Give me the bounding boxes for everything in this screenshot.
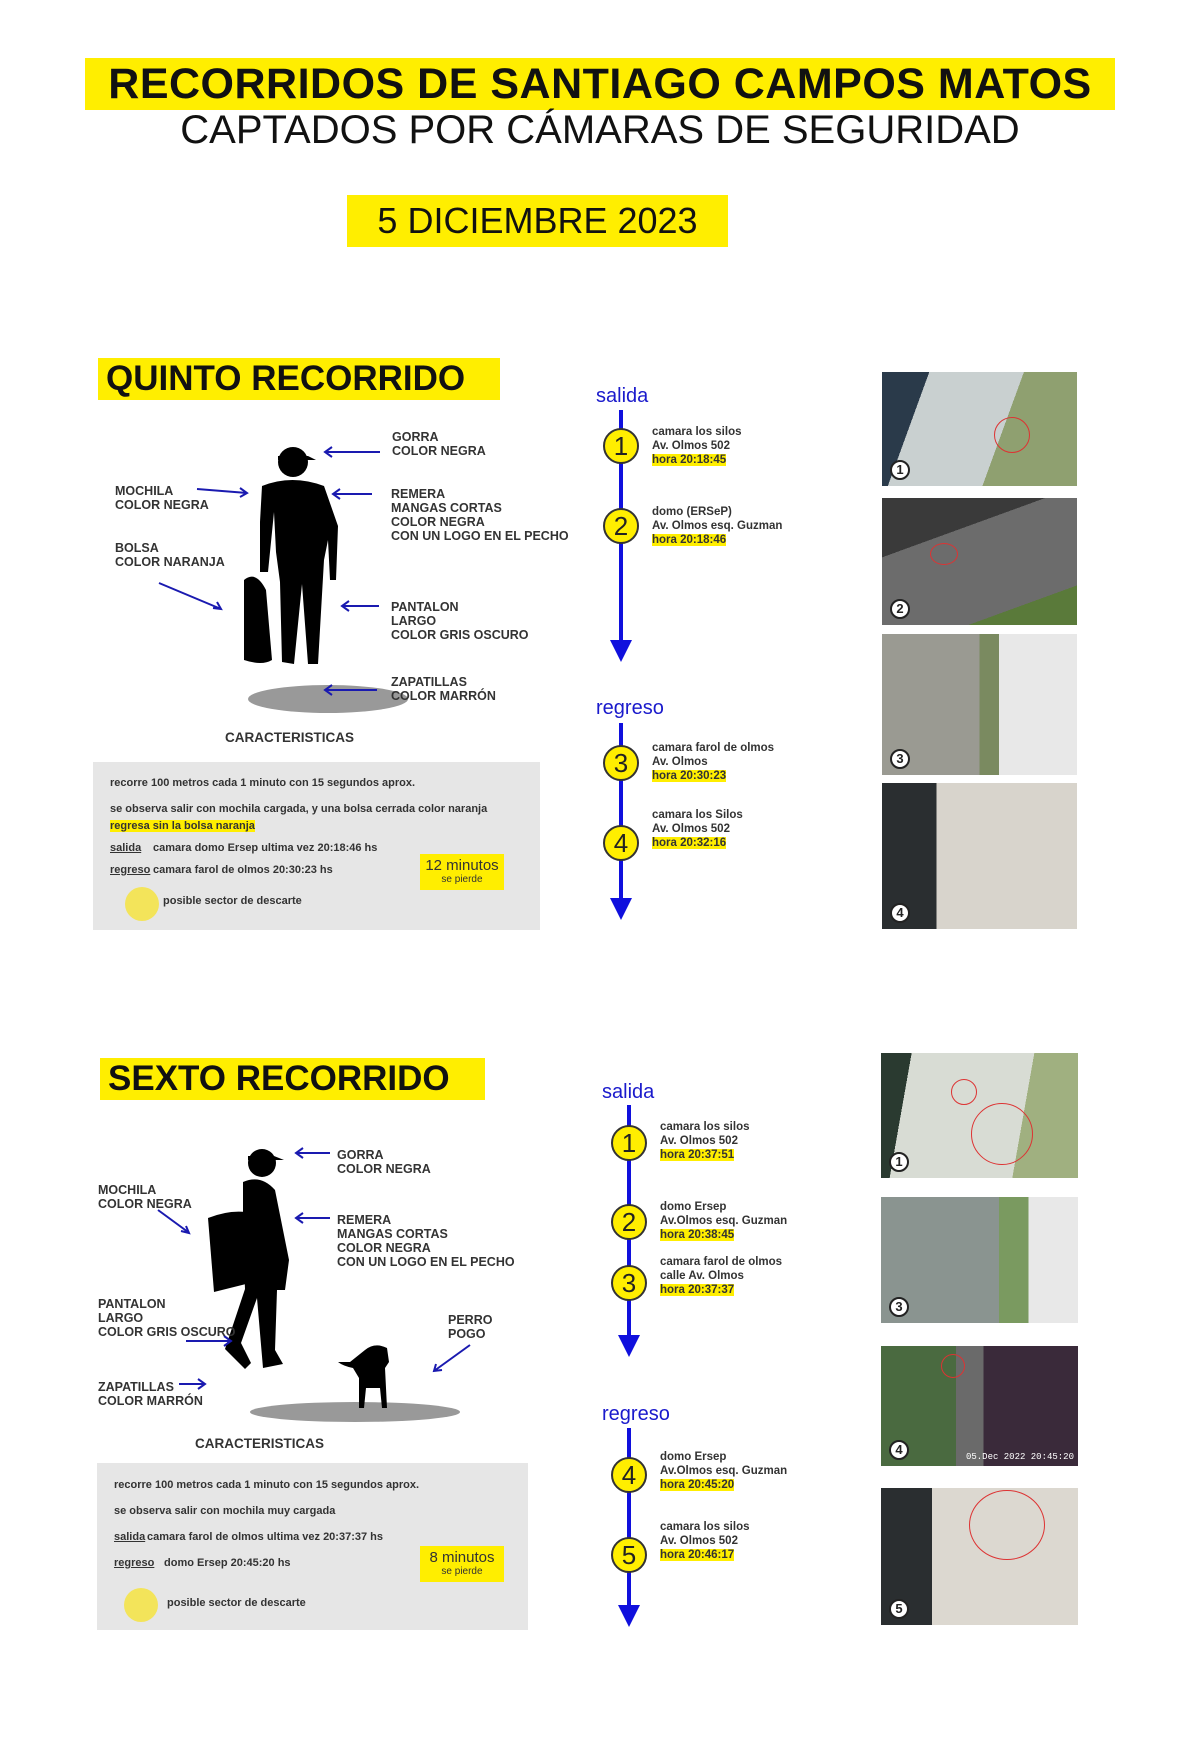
minutes-value: 8 minutos bbox=[429, 1549, 495, 1566]
sexto-heading: SEXTO RECORRIDO bbox=[100, 1058, 485, 1100]
timeline-stop: camara farol de olmos calle Av. Olmos hora 20:37:37 bbox=[660, 1256, 783, 1296]
sexto-info-box bbox=[97, 1463, 528, 1630]
main-title: RECORRIDOS DE SANTIAGO CAMPOS MATOS bbox=[85, 58, 1115, 110]
camera-photo bbox=[882, 634, 1077, 775]
stop-number: 4 bbox=[603, 825, 639, 861]
camera-photo bbox=[881, 1053, 1078, 1178]
timeline-regreso: regreso bbox=[596, 697, 664, 719]
camera-photo bbox=[882, 498, 1077, 625]
camera-photo bbox=[881, 1197, 1078, 1323]
timeline-regreso: regreso bbox=[602, 1403, 670, 1425]
minutes-sub: se pierde bbox=[441, 1566, 483, 1577]
quinto-heading: QUINTO RECORRIDO bbox=[98, 358, 500, 400]
stop-number: 2 bbox=[611, 1204, 647, 1240]
label-zapatillas: ZAPATILLAS COLOR MARRÓN bbox=[391, 675, 496, 703]
camera-photo bbox=[881, 1346, 1078, 1466]
arrow-down-icon bbox=[610, 898, 632, 920]
stop-number: 5 bbox=[611, 1537, 647, 1573]
stop-number: 1 bbox=[611, 1125, 647, 1161]
discard-sector-dot bbox=[124, 1588, 158, 1622]
label-remera: REMERA MANGAS CORTAS COLOR NEGRA CON UN LOGO EN EL PECHO bbox=[337, 1213, 515, 1269]
salida-text: camara farol de olmos ultima vez 20:37:37 hs bbox=[147, 1531, 383, 1543]
timeline-stop: camara farol de olmos Av. Olmos hora 20:30:23 bbox=[652, 742, 775, 782]
stop-number: 3 bbox=[603, 745, 639, 781]
timeline-stop: domo (ERSeP) Av. Olmos esq. Guzman hora 20:18:46 bbox=[652, 506, 783, 546]
stop-number: 4 bbox=[611, 1457, 647, 1493]
timeline-stop: domo Ersep Av.Olmos esq. Guzman hora 20:45:20 bbox=[660, 1451, 788, 1491]
timeline-stop: camara los silos Av. Olmos 502 hora 20:18:45 bbox=[652, 426, 742, 466]
timeline-salida: salida bbox=[596, 385, 649, 407]
arrow-down-icon bbox=[610, 640, 632, 662]
info-highlight: regresa sin la bolsa naranja bbox=[110, 820, 255, 832]
salida-text: camara domo Ersep ultima vez 20:18:46 hs bbox=[153, 842, 378, 854]
regreso-label: regreso bbox=[110, 864, 151, 876]
info-line: se observa salir con mochila cargada, y una bolsa cerrada color naranja bbox=[110, 803, 488, 815]
legend-text: posible sector de descarte bbox=[163, 895, 302, 907]
photo-number: 3 bbox=[890, 749, 910, 769]
photo-timestamp: 05.Dec 2022 20:45:20 bbox=[965, 1452, 1074, 1462]
camera-photo bbox=[881, 1488, 1078, 1625]
minutes-value: 12 minutos bbox=[425, 857, 499, 874]
legend-text: posible sector de descarte bbox=[167, 1597, 306, 1609]
stop-number: 2 bbox=[603, 508, 639, 544]
photo-number: 1 bbox=[890, 460, 910, 480]
photo-number: 4 bbox=[890, 903, 910, 923]
salida-label: salida bbox=[110, 842, 142, 854]
label-remera: REMERA MANGAS CORTAS COLOR NEGRA CON UN LOGO EN EL PECHO bbox=[391, 487, 569, 543]
discard-sector-dot bbox=[125, 887, 159, 921]
timeline-stop: domo Ersep Av.Olmos esq. Guzman hora 20:38:45 bbox=[660, 1201, 788, 1241]
camera-photo bbox=[882, 783, 1077, 929]
info-line: se observa salir con mochila muy cargada bbox=[114, 1505, 336, 1517]
label-zapatillas: ZAPATILLAS COLOR MARRÓN bbox=[98, 1380, 203, 1408]
quinto-info-box bbox=[93, 762, 540, 930]
label-perro: PERRO POGO bbox=[448, 1313, 493, 1341]
timeline-stop: camara los Silos Av. Olmos 502 hora 20:32:16 bbox=[652, 809, 743, 849]
label-pantalon: PANTALON LARGO COLOR GRIS OSCURO bbox=[391, 600, 529, 642]
subtitle: CAPTADOS POR CÁMARAS DE SEGURIDAD bbox=[180, 108, 1020, 152]
label-gorra: GORRA COLOR NEGRA bbox=[392, 430, 486, 458]
date-banner: 5 DICIEMBRE 2023 bbox=[347, 195, 728, 247]
label-gorra: GORRA COLOR NEGRA bbox=[337, 1148, 431, 1176]
label-pantalon: PANTALON LARGO COLOR GRIS OSCURO bbox=[98, 1297, 236, 1339]
label-mochila: MOCHILA COLOR NEGRA bbox=[98, 1183, 192, 1211]
timeline-line bbox=[627, 1428, 631, 1608]
photo-number: 1 bbox=[889, 1152, 909, 1172]
info-line: recorre 100 metros cada 1 minuto con 15 segundos aprox. bbox=[114, 1479, 420, 1491]
minutes-badge bbox=[420, 1546, 504, 1582]
photo-number: 4 bbox=[889, 1440, 909, 1460]
camera-photo bbox=[882, 372, 1077, 486]
info-line: recorre 100 metros cada 1 minuto con 15 segundos aprox. bbox=[110, 777, 416, 789]
minutes-sub: se pierde bbox=[441, 874, 483, 885]
arrow-down-icon bbox=[618, 1605, 640, 1627]
caracteristicas-label: CARACTERISTICAS bbox=[225, 730, 355, 745]
timeline-stop: camara los silos Av. Olmos 502 hora 20:37:51 bbox=[660, 1121, 750, 1161]
label-bolsa: BOLSA COLOR NARANJA bbox=[115, 541, 225, 569]
photo-number: 3 bbox=[889, 1297, 909, 1317]
arrow-down-icon bbox=[618, 1335, 640, 1357]
stop-number: 3 bbox=[611, 1265, 647, 1301]
timeline-stop: camara los silos Av. Olmos 502 hora 20:46:17 bbox=[660, 1521, 750, 1561]
timeline-salida: salida bbox=[602, 1081, 655, 1103]
photo-number: 2 bbox=[890, 599, 910, 619]
caracteristicas-label: CARACTERISTICAS bbox=[195, 1436, 325, 1451]
regreso-text: camara farol de olmos 20:30:23 hs bbox=[153, 864, 333, 876]
minutes-badge bbox=[420, 854, 504, 890]
regreso-text: domo Ersep 20:45:20 hs bbox=[164, 1557, 291, 1569]
regreso-label: regreso bbox=[114, 1557, 155, 1569]
salida-label: salida bbox=[114, 1531, 146, 1543]
stop-number: 1 bbox=[603, 428, 639, 464]
photo-number: 5 bbox=[889, 1599, 909, 1619]
sexto-arrows-icon bbox=[0, 0, 1, 1]
label-mochila: MOCHILA COLOR NEGRA bbox=[115, 484, 209, 512]
